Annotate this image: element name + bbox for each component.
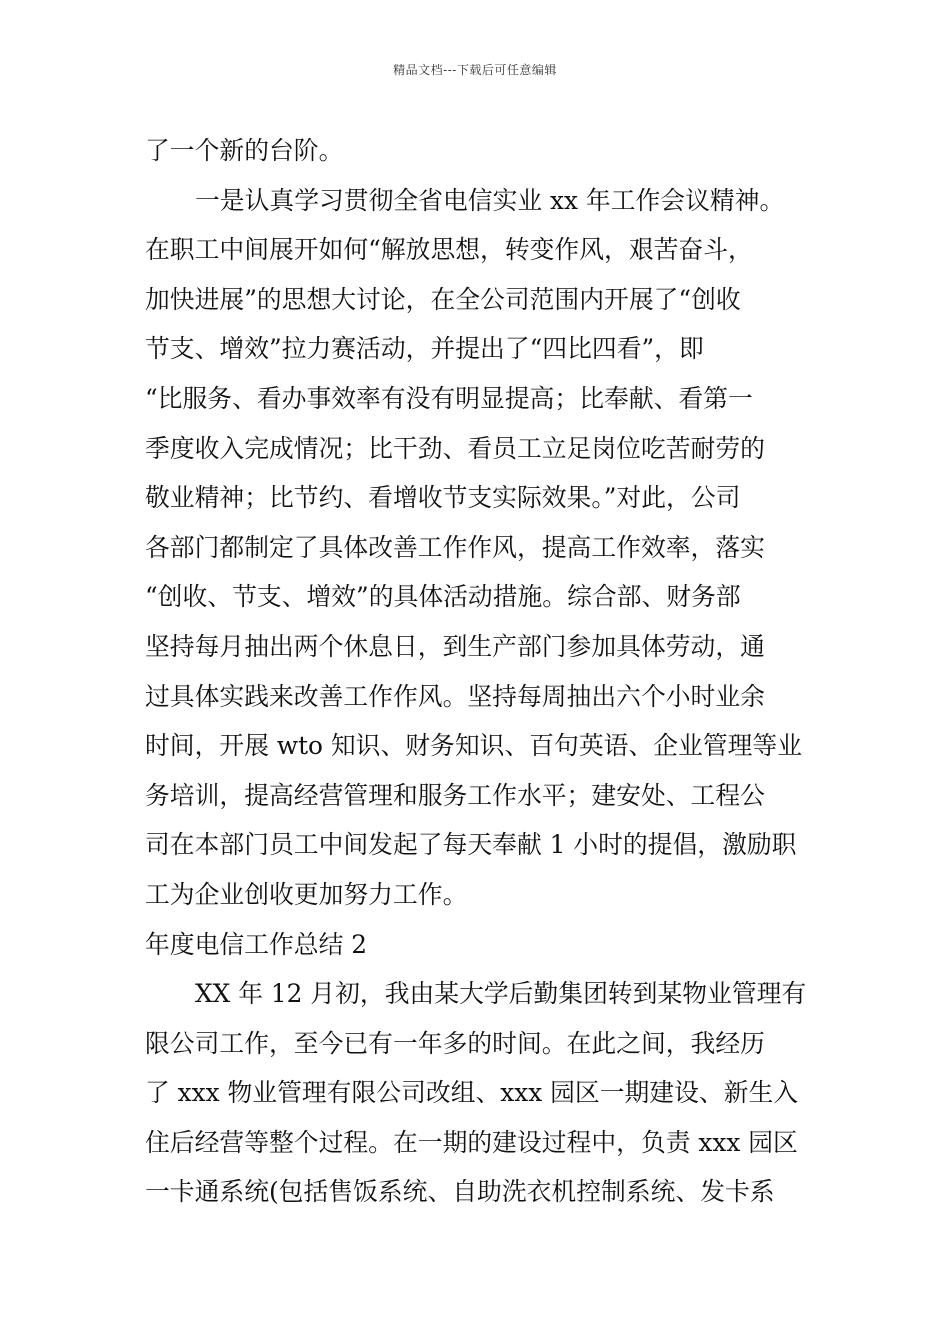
text-line: 限公司工作，至今已有一年多的时间。在此之间，我经历 (145, 1028, 765, 1058)
document-body (145, 126, 810, 1217)
text-line: “比服务、看办事效率有没有明显提高；比奉献、看第一 (145, 383, 753, 413)
text-line: 一卡通系统(包括售饭系统、自助洗衣机控制系统、发卡系 (145, 1177, 775, 1207)
text-line: 敬业精神；比节约、看增收节支实际效果。”对此，公司 (145, 483, 741, 513)
text-line: 过具体实践来改善工作作风。坚持每周抽出六个小时业余 (145, 681, 765, 711)
text-line: 了 xxx 物业管理有限公司改组、xxx 园区一期建设、新生入 (145, 1078, 799, 1108)
text-line: 季度收入完成情况；比干劲、看员工立足岗位吃苦耐劳的 (145, 433, 765, 463)
section-heading: 年度电信工作总结 2 (145, 929, 368, 959)
text-line: 了一个新的台阶。 (145, 136, 344, 165)
text-line: 住后经营等整个过程。在一期的建设过程中，负责 xxx 园区 (145, 1127, 798, 1157)
text-line: 加快进展”的思想大讨论，在全公司范围内开展了“创收 (145, 284, 741, 314)
text-line: 一是认真学习贯彻全省电信实业 xx 年工作会议精神。 (195, 185, 785, 215)
page-header: 精品文档---下载后可任意编辑 (393, 63, 557, 77)
text-line: 各部门都制定了具体改善工作作风，提高工作效率，落实 (145, 532, 765, 562)
text-line: 坚持每月抽出两个休息日，到生产部门参加具体劳动，通 (145, 631, 765, 661)
text-line: 在职工中间展开如何“解放思想，转变作风，艰苦奋斗， (145, 235, 753, 265)
text-line: 工为企业创收更加努力工作。 (145, 879, 468, 909)
text-line: 节支、增效”拉力赛活动，并提出了“四比四看”，即 (145, 334, 704, 364)
text-line: “创收、节支、增效”的具体活动措施。综合部、财务部 (145, 582, 741, 612)
text-line: XX 年 12 月初，我由某大学后勤集团转到某物业管理有 (195, 979, 807, 1009)
text-line: 务培训，提高经营管理和服务工作水平；建安处、工程公 (145, 780, 765, 810)
text-line: 司在本部门员工中间发起了每天奉献 1 小时的提倡，激励职 (145, 830, 797, 860)
text-line: 时间，开展 wto 知识、财务知识、百句英语、企业管理等业 (145, 731, 803, 761)
